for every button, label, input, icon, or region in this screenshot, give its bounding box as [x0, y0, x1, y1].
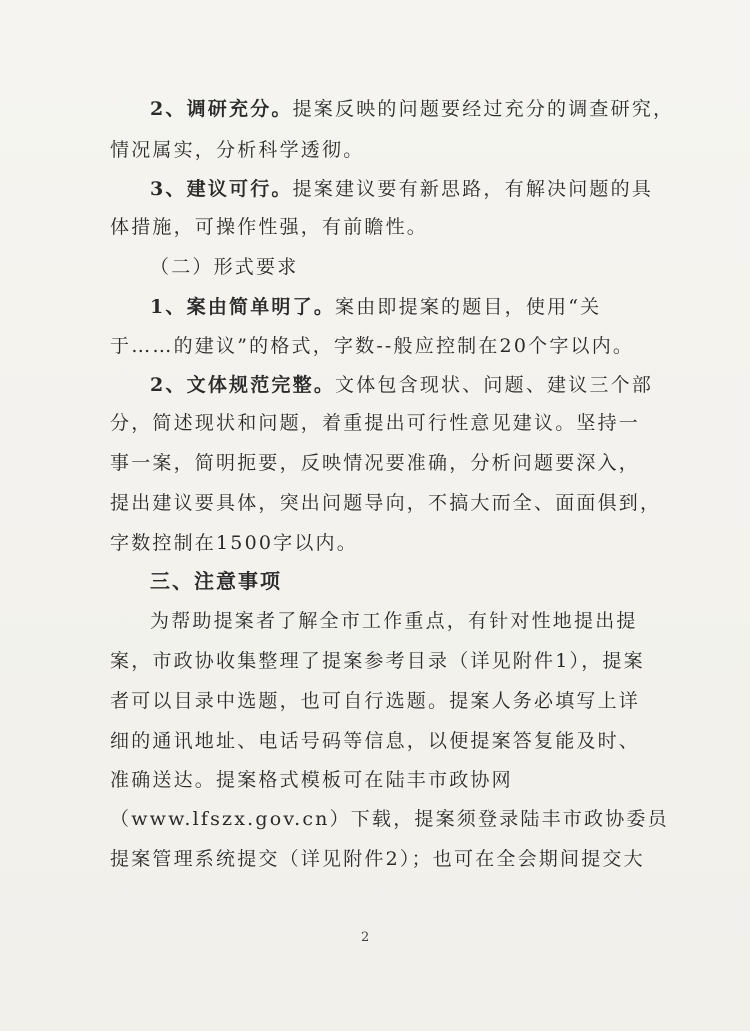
line-text: 案，市政协收集整理了提案参考目录（详见附件1），提案 — [110, 650, 645, 672]
paragraph-line — [110, 333, 634, 359]
line-text: （www.lfszx.gov.cn）下载，提案须登录陆丰市政协委员 — [110, 808, 669, 830]
paragraph-line — [150, 96, 674, 122]
paragraph-line — [110, 806, 669, 832]
item-text: 文体包含现状、问题、建议三个部 — [335, 374, 654, 396]
line-text: 于……的建议”的格式，字数--般应控制在20个字以内。 — [110, 335, 635, 357]
section-heading — [150, 568, 282, 594]
item-text: 提案反映的问题要经过充分的调查研究， — [292, 98, 675, 120]
paragraph-line — [150, 176, 653, 202]
heading-text: 三、注意事项 — [150, 569, 282, 593]
line-text: 者可以目录中选题，也可自行选题。提案人务必填写上详 — [110, 690, 641, 712]
section-subheading — [150, 254, 298, 280]
paragraph-line — [110, 688, 640, 714]
paragraph-line — [150, 608, 638, 634]
paragraph-line — [150, 372, 653, 398]
paragraph-line — [110, 846, 645, 872]
line-text: 准确送达。提案格式模板可在陆丰市政协网 — [110, 769, 513, 791]
line-text: 情况属实，分析科学透彻。 — [110, 139, 365, 161]
item-lead: 2、调研充分。 — [150, 98, 293, 120]
line-text: 字数控制在1500字以内。 — [110, 532, 358, 554]
subheading-text: （二）形式要求 — [150, 256, 299, 278]
paragraph-line — [110, 490, 661, 516]
line-text: 提出建议要具体，突出问题导向，不搞大而全、面面俱到， — [110, 492, 662, 514]
paragraph-line — [110, 530, 358, 556]
line-text: 体措施，可操作性强，有前瞻性。 — [110, 216, 429, 238]
paragraph-line — [110, 450, 640, 476]
paragraph-line — [110, 214, 428, 240]
line-text: 细的通讯地址、电话号码等信息，以便提案答复能及时、 — [110, 730, 641, 752]
item-text: 案由即提案的题目，使用“关 — [335, 296, 602, 318]
item-text: 提案建议要有新思路，有解决问题的具 — [292, 178, 654, 200]
paragraph-line — [110, 648, 645, 674]
item-lead: 1、案由简单明了。 — [150, 296, 336, 318]
paragraph-line — [110, 767, 513, 793]
item-lead: 2、文体规范完整。 — [150, 374, 336, 396]
page-number: 2 — [361, 930, 370, 945]
line-text: 为帮助提案者了解全市工作重点，有针对性地提出提 — [150, 610, 638, 632]
paragraph-line — [110, 137, 364, 163]
line-text: 提案管理系统提交（详见附件2）；也可在全会期间提交大 — [110, 848, 645, 870]
line-text: 事一案，简明扼要，反映情况要准确，分析问题要深入， — [110, 452, 641, 474]
paragraph-line — [110, 728, 640, 754]
paragraph-line — [110, 410, 640, 436]
line-text: 分，简述现状和问题，着重提出可行性意见建议。坚持一 — [110, 412, 641, 434]
item-lead: 3、建议可行。 — [150, 178, 293, 200]
paragraph-line — [150, 294, 601, 320]
